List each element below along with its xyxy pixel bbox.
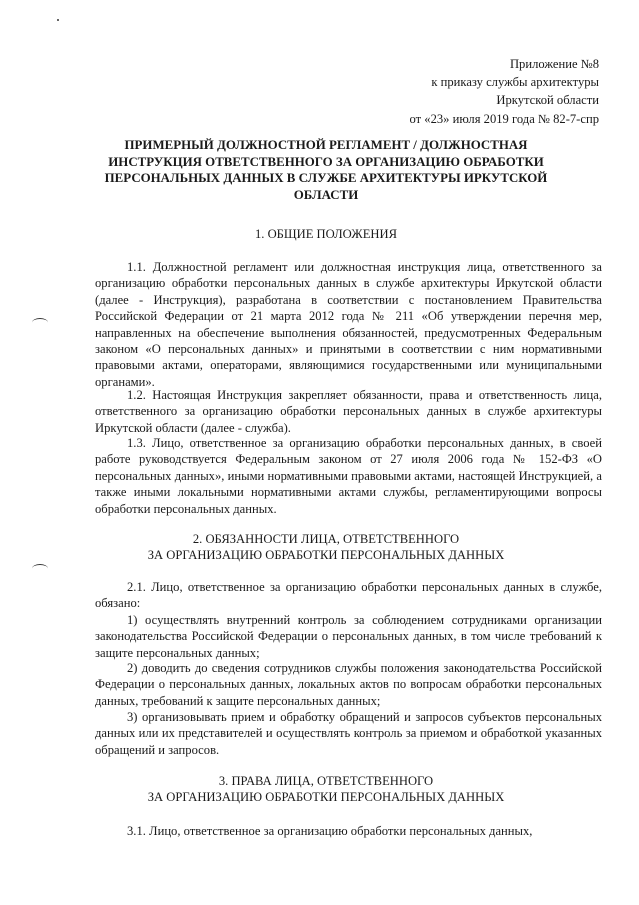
margin-mark	[32, 318, 48, 327]
paragraph-1-3: 1.3. Лицо, ответственное за организацию обработки персональных данных, в своей работе руководствуется Федеральным законом от 27 июля 2006 года № 152-ФЗ «О персональных данных», иными нормативными правовыми актами, настоящей Инструкцией, а также иными локальными нормативными актами службы, регламентирующими вопросы обработки персональных данных.	[95, 436, 602, 516]
section-1-heading: 1. ОБЩИЕ ПОЛОЖЕНИЯ	[254, 227, 397, 241]
appendix-block	[339, 55, 599, 128]
appendix-line: Приложение №8	[509, 57, 599, 71]
appendix-line: к приказу службы архитектуры	[431, 75, 599, 90]
paragraph-2-item-1: 1) осуществлять внутренний контроль за соблюдением сотрудниками организации законодательства Российской Федерации о персональных данных, в том числе требований к защите персональных данных;	[95, 613, 602, 660]
paragraph-2-item-2: 2) доводить до сведения сотрудников службы положения законодательства Российской Федерации о персональных данных, локальных актов по вопросам обработки персональных данных, требований к защите персональных данных;	[95, 661, 602, 708]
paragraph-2-1: 2.1. Лицо, ответственное за организацию обработки персональных данных в службе, обязано:	[95, 580, 602, 611]
scan-speck	[57, 19, 59, 21]
section-3-heading-line2: ЗА ОРГАНИЗАЦИЮ ОБРАБОТКИ ПЕРСОНАЛЬНЫХ ДАННЫХ	[147, 790, 505, 804]
paragraph-1-1: 1.1. Должностной регламент или должностная инструкция лица, ответственного за организацию обработки персональных данных в службе архитектуры Иркутской области (далее - Инструкция), разработана в соответствии с постановлением Правительства Российской Федерации от 21 марта 2012 года № 211 «Об утверждении перечня мер, направленных на обеспечение выполнения обязанностей, предусмотренных Федеральным законом «О персональных данных» и принятыми в соответствии с ним нормативными правовыми актами, операторами, являющимися государственными или муниципальными органами».	[95, 260, 602, 389]
paragraph-3-1: 3.1. Лицо, ответственное за организацию обработки персональных данных,	[127, 824, 533, 838]
section-2-heading-line2: ЗА ОРГАНИЗАЦИЮ ОБРАБОТКИ ПЕРСОНАЛЬНЫХ ДАННЫХ	[147, 548, 505, 562]
margin-mark	[32, 564, 48, 573]
paragraph-1-2: 1.2. Настоящая Инструкция закрепляет обязанности, права и ответственность лица, ответственного за организацию обработки персональных данных в службе архитектуры Иркутской области (далее - служба).	[95, 388, 602, 435]
appendix-line: от «23» июля 2019 года № 82-7-спр	[409, 111, 599, 126]
document-title: ПРИМЕРНЫЙ ДОЛЖНОСТНОЙ РЕГЛАМЕНТ / ДОЛЖНОСТНАЯ ИНСТРУКЦИЯ ОТВЕТСТВЕННОГО ЗА ОРГАНИЗАЦИЮ ОБРАБОТКИ ПЕРСОНАЛЬНЫХ ДАННЫХ В СЛУЖБЕ АРХИТЕКТУРЫ ИРКУТСКОЙ ОБЛАСТИ	[104, 138, 548, 202]
section-3-heading-line1: 3. ПРАВА ЛИЦА, ОТВЕТСТВЕННОГО	[218, 774, 434, 788]
appendix-line: Иркутской области	[496, 93, 599, 108]
paragraph-2-item-3: 3) организовывать прием и обработку обращений и запросов субъектов персональных данных или их представителей и осуществлять контроль за приемом и обработкой указанных обращений и запросов.	[95, 710, 602, 757]
section-2-heading-line1: 2. ОБЯЗАННОСТИ ЛИЦА, ОТВЕТСТВЕННОГО	[192, 532, 460, 546]
